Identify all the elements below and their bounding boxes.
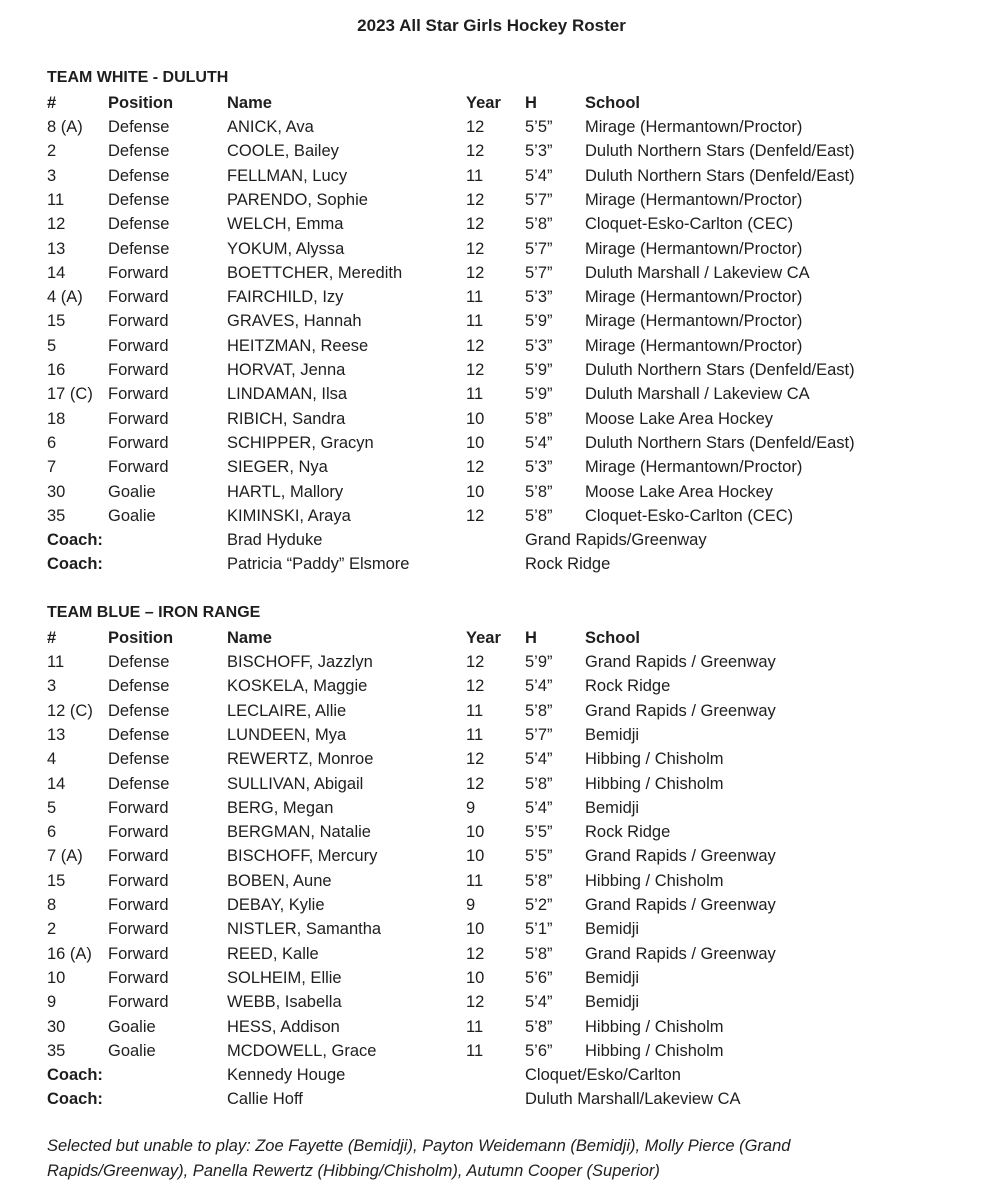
- player-name: KIMINSKI, Araya: [227, 506, 351, 525]
- player-height: 5’4”: [525, 166, 553, 185]
- player-number: 7: [47, 458, 57, 477]
- player-position: Defense: [108, 701, 170, 720]
- player-position: Defense: [108, 190, 170, 209]
- player-year: 9: [466, 896, 476, 914]
- player-name: FELLMAN, Lucy: [227, 166, 348, 185]
- player-school: Grand Rapids / Greenway: [585, 944, 776, 963]
- player-name: SOLHEIM, Ellie: [227, 968, 342, 987]
- player-number: 14: [47, 774, 66, 793]
- player-school: Grand Rapids / Greenway: [585, 653, 776, 671]
- player-number: 9: [47, 993, 57, 1012]
- player-height: 5’8”: [525, 944, 553, 963]
- player-height: 5’9”: [525, 653, 553, 671]
- player-name: BISCHOFF, Mercury: [227, 847, 378, 866]
- player-height: 5’4”: [525, 993, 553, 1012]
- player-number: 2: [47, 920, 57, 939]
- player-number: 11: [47, 190, 65, 209]
- coach-name: Patricia “Paddy” Elsmore: [227, 555, 410, 574]
- header-position: Position: [108, 629, 174, 647]
- player-row: [0, 796, 983, 820]
- player-row: [0, 309, 983, 333]
- player-row: [0, 285, 983, 309]
- player-position: Defense: [108, 653, 170, 671]
- player-name: FAIRCHILD, Izy: [227, 288, 344, 307]
- player-school: Bemidji: [585, 968, 640, 987]
- player-school: Mirage (Hermantown/Proctor): [585, 118, 803, 136]
- player-school: Duluth Northern Stars (Denfeld/East): [585, 166, 855, 185]
- player-row: [0, 893, 983, 917]
- player-school: Mirage (Hermantown/Proctor): [585, 239, 803, 258]
- player-row: [0, 261, 983, 285]
- player-year: 12: [466, 653, 485, 671]
- player-number: 17 (C): [47, 385, 93, 404]
- player-height: 5’9”: [525, 385, 553, 404]
- player-height: 5’3”: [525, 336, 553, 355]
- player-year: 10: [466, 482, 485, 501]
- player-height: 5’4”: [525, 750, 553, 769]
- player-height: 5’8”: [525, 409, 553, 428]
- player-position: Forward: [108, 920, 169, 939]
- player-number: 16: [47, 361, 66, 379]
- player-row: [0, 747, 983, 771]
- player-school: Grand Rapids / Greenway: [585, 847, 776, 866]
- player-height: 5’4”: [525, 677, 553, 696]
- player-height: 5’5”: [525, 847, 553, 866]
- player-row: [0, 966, 983, 990]
- player-name: RIBICH, Sandra: [227, 409, 346, 428]
- player-height: 5’7”: [525, 239, 553, 258]
- player-row: [0, 699, 983, 723]
- player-position: Forward: [108, 847, 169, 866]
- player-height: 5’3”: [525, 288, 553, 307]
- team-name: TEAM WHITE - DULUTH: [47, 69, 229, 86]
- header-year: Year: [466, 629, 501, 647]
- player-row: [0, 407, 983, 431]
- player-position: Defense: [108, 142, 170, 161]
- coach-row: [0, 552, 983, 576]
- player-name: LUNDEEN, Mya: [227, 725, 347, 744]
- player-school: Bemidji: [585, 920, 640, 939]
- header-height: H: [525, 94, 537, 112]
- player-row: [0, 115, 983, 139]
- player-number: 30: [47, 482, 66, 501]
- player-name: REED, Kalle: [227, 944, 319, 963]
- player-year: 12: [466, 458, 485, 477]
- player-school: Bemidji: [585, 725, 640, 744]
- player-school: Bemidji: [585, 993, 640, 1012]
- header-number: #: [47, 94, 57, 112]
- player-name: LINDAMAN, Ilsa: [227, 385, 348, 404]
- header-number: #: [47, 629, 57, 647]
- player-position: Goalie: [108, 1041, 156, 1060]
- player-year: 12: [466, 993, 485, 1012]
- player-year: 12: [466, 361, 485, 379]
- player-number: 6: [47, 433, 57, 452]
- player-name: WEBB, Isabella: [227, 993, 342, 1012]
- player-year: 10: [466, 823, 485, 842]
- header-name: Name: [227, 629, 272, 647]
- player-number: 11: [47, 653, 65, 671]
- player-row: [0, 1039, 983, 1063]
- player-name: HORVAT, Jenna: [227, 361, 346, 379]
- player-height: 5’8”: [525, 215, 553, 234]
- coach-name: Kennedy Houge: [227, 1066, 346, 1085]
- player-school: Mirage (Hermantown/Proctor): [585, 288, 803, 307]
- player-name: SCHIPPER, Gracyn: [227, 433, 374, 452]
- player-year: 10: [466, 968, 485, 987]
- player-number: 18: [47, 409, 66, 428]
- player-height: 5’8”: [525, 506, 553, 525]
- player-year: 12: [466, 336, 485, 355]
- player-name: BISCHOFF, Jazzlyn: [227, 653, 373, 671]
- player-position: Forward: [108, 336, 169, 355]
- player-name: YOKUM, Alyssa: [227, 239, 345, 258]
- player-row: [0, 164, 983, 188]
- player-height: 5’7”: [525, 725, 553, 744]
- player-school: Cloquet-Esko-Carlton (CEC): [585, 215, 794, 234]
- player-number: 30: [47, 1017, 66, 1036]
- player-row: [0, 480, 983, 504]
- player-school: Duluth Marshall / Lakeview CA: [585, 385, 810, 404]
- player-number: 5: [47, 336, 57, 355]
- player-row: [0, 990, 983, 1014]
- player-row: [0, 431, 983, 455]
- player-row: [0, 455, 983, 479]
- player-height: 5’1”: [525, 920, 553, 939]
- player-number: 35: [47, 1041, 66, 1060]
- player-height: 5’8”: [525, 701, 553, 720]
- player-school: Hibbing / Chisholm: [585, 1041, 724, 1060]
- player-school: Duluth Marshall / Lakeview CA: [585, 263, 810, 282]
- player-number: 13: [47, 239, 66, 258]
- player-position: Forward: [108, 944, 169, 963]
- player-row: [0, 139, 983, 163]
- player-name: LECLAIRE, Allie: [227, 701, 347, 720]
- player-height: 5’6”: [525, 1041, 553, 1060]
- header-year: Year: [466, 94, 501, 112]
- player-number: 10: [47, 968, 66, 987]
- player-year: 10: [466, 847, 485, 866]
- player-name: NISTLER, Samantha: [227, 920, 382, 939]
- player-row: [0, 942, 983, 966]
- player-year: 12: [466, 944, 485, 963]
- player-position: Forward: [108, 798, 169, 817]
- player-position: Forward: [108, 433, 169, 452]
- player-school: Moose Lake Area Hockey: [585, 409, 774, 428]
- player-number: 4 (A): [47, 288, 83, 307]
- player-number: 5: [47, 798, 57, 817]
- player-height: 5’2”: [525, 896, 553, 914]
- player-position: Defense: [108, 750, 170, 769]
- coach-school: Duluth Marshall/Lakeview CA: [525, 1090, 741, 1109]
- player-position: Forward: [108, 288, 169, 307]
- player-name: MCDOWELL, Grace: [227, 1041, 377, 1060]
- player-position: Defense: [108, 166, 170, 185]
- header-school: School: [585, 94, 641, 112]
- player-height: 5’5”: [525, 823, 553, 842]
- player-position: Defense: [108, 677, 170, 696]
- player-row: [0, 772, 983, 796]
- player-position: Forward: [108, 458, 169, 477]
- player-number: 6: [47, 823, 57, 842]
- player-height: 5’4”: [525, 433, 553, 452]
- player-school: Hibbing / Chisholm: [585, 774, 724, 793]
- player-year: 12: [466, 239, 485, 258]
- player-height: 5’8”: [525, 871, 553, 890]
- player-name: BOETTCHER, Meredith: [227, 263, 403, 282]
- player-name: HEITZMAN, Reese: [227, 336, 369, 355]
- coach-row: [0, 528, 983, 552]
- player-year: 12: [466, 506, 485, 525]
- player-height: 5’8”: [525, 1017, 553, 1036]
- player-row: [0, 504, 983, 528]
- coach-row: [0, 1063, 983, 1087]
- player-name: SULLIVAN, Abigail: [227, 774, 364, 793]
- player-position: Defense: [108, 215, 170, 234]
- player-school: Grand Rapids / Greenway: [585, 701, 776, 720]
- player-height: 5’9”: [525, 361, 553, 379]
- header-name: Name: [227, 94, 272, 112]
- column-header-row: [0, 626, 983, 650]
- player-height: 5’3”: [525, 458, 553, 477]
- player-row: [0, 723, 983, 747]
- player-row: [0, 382, 983, 406]
- player-position: Forward: [108, 993, 169, 1012]
- player-year: 12: [466, 677, 485, 696]
- player-name: KOSKELA, Maggie: [227, 677, 368, 696]
- player-year: 12: [466, 774, 485, 793]
- player-number: 3: [47, 677, 57, 696]
- player-year: 11: [466, 288, 484, 307]
- player-year: 11: [466, 1017, 484, 1036]
- player-position: Defense: [108, 774, 170, 793]
- player-position: Forward: [108, 896, 169, 914]
- player-position: Defense: [108, 239, 170, 258]
- player-year: 10: [466, 409, 485, 428]
- player-school: Rock Ridge: [585, 677, 671, 696]
- coach-school: Grand Rapids/Greenway: [525, 531, 707, 550]
- player-year: 12: [466, 142, 485, 161]
- player-row: [0, 188, 983, 212]
- player-year: 12: [466, 118, 485, 136]
- player-name: GRAVES, Hannah: [227, 312, 362, 331]
- player-school: Moose Lake Area Hockey: [585, 482, 774, 501]
- player-position: Forward: [108, 361, 169, 379]
- player-number: 2: [47, 142, 57, 161]
- player-year: 12: [466, 263, 485, 282]
- player-number: 3: [47, 166, 57, 185]
- player-position: Forward: [108, 823, 169, 842]
- player-row: [0, 358, 983, 382]
- coach-label: Coach:: [47, 1066, 103, 1085]
- player-year: 10: [466, 433, 485, 452]
- player-row: [0, 820, 983, 844]
- player-height: 5’8”: [525, 482, 553, 501]
- player-row: [0, 674, 983, 698]
- player-school: Duluth Northern Stars (Denfeld/East): [585, 433, 855, 452]
- player-position: Forward: [108, 263, 169, 282]
- player-school: Duluth Northern Stars (Denfeld/East): [585, 361, 855, 379]
- coach-name: Brad Hyduke: [227, 531, 323, 550]
- coach-row: [0, 1087, 983, 1111]
- coach-label: Coach:: [47, 1090, 103, 1109]
- player-year: 11: [466, 871, 484, 890]
- player-number: 13: [47, 725, 66, 744]
- player-row: [0, 869, 983, 893]
- player-row: [0, 237, 983, 261]
- player-row: [0, 917, 983, 941]
- page-title: 2023 All Star Girls Hockey Roster: [357, 16, 626, 35]
- player-year: 12: [466, 190, 485, 209]
- player-name: ANICK, Ava: [227, 118, 314, 136]
- player-row: [0, 334, 983, 358]
- player-year: 11: [466, 725, 484, 744]
- player-height: 5’7”: [525, 263, 553, 282]
- player-height: 5’7”: [525, 190, 553, 209]
- player-height: 5’9”: [525, 312, 553, 331]
- player-school: Mirage (Hermantown/Proctor): [585, 312, 803, 331]
- player-position: Goalie: [108, 1017, 156, 1036]
- player-year: 11: [466, 312, 484, 331]
- player-height: 5’6”: [525, 968, 553, 987]
- player-name: BOBEN, Aune: [227, 871, 332, 890]
- player-year: 9: [466, 798, 476, 817]
- player-name: HARTL, Mallory: [227, 482, 344, 501]
- player-year: 11: [466, 166, 484, 185]
- player-number: 12: [47, 215, 66, 234]
- player-position: Forward: [108, 871, 169, 890]
- player-height: 5’4”: [525, 798, 553, 817]
- player-position: Defense: [108, 118, 170, 136]
- player-school: Hibbing / Chisholm: [585, 1017, 724, 1036]
- header-school: School: [585, 629, 641, 647]
- player-position: Forward: [108, 385, 169, 404]
- player-school: Bemidji: [585, 798, 640, 817]
- player-name: BERGMAN, Natalie: [227, 823, 371, 842]
- player-year: 10: [466, 920, 485, 939]
- player-position: Forward: [108, 968, 169, 987]
- coach-label: Coach:: [47, 555, 103, 574]
- player-row: [0, 650, 983, 674]
- player-school: Rock Ridge: [585, 823, 671, 842]
- player-height: 5’5”: [525, 118, 553, 136]
- player-number: 12 (C): [47, 701, 93, 720]
- player-row: [0, 1015, 983, 1039]
- player-name: WELCH, Emma: [227, 215, 344, 234]
- player-name: REWERTZ, Monroe: [227, 750, 374, 769]
- coach-school: Rock Ridge: [525, 555, 611, 574]
- unavailable-players-note: Selected but unable to play: Zoe Fayette (Bemidji), Payton Weidemann (Bemidji), Molly Pierce (Grand Rapids/Greenway), Panella Rewertz (Hibbing/Chisholm), Autumn Cooper (Superior): [47, 1137, 791, 1180]
- player-school: Mirage (Hermantown/Proctor): [585, 458, 803, 477]
- player-number: 4: [47, 750, 57, 769]
- player-position: Forward: [108, 312, 169, 331]
- player-number: 8: [47, 896, 57, 914]
- player-name: PARENDO, Sophie: [227, 190, 368, 209]
- player-name: SIEGER, Nya: [227, 458, 328, 477]
- player-school: Duluth Northern Stars (Denfeld/East): [585, 142, 855, 161]
- coach-school: Cloquet/Esko/Carlton: [525, 1066, 681, 1085]
- header-position: Position: [108, 94, 174, 112]
- player-number: 8 (A): [47, 118, 83, 136]
- header-height: H: [525, 629, 537, 647]
- player-school: Cloquet-Esko-Carlton (CEC): [585, 506, 794, 525]
- player-position: Forward: [108, 409, 169, 428]
- player-year: 12: [466, 215, 485, 234]
- player-number: 16 (A): [47, 944, 92, 963]
- player-height: 5’3”: [525, 142, 553, 161]
- column-header-row: [0, 91, 983, 115]
- player-number: 15: [47, 312, 66, 331]
- player-position: Defense: [108, 725, 170, 744]
- player-year: 11: [466, 701, 484, 720]
- player-row: [0, 212, 983, 236]
- player-height: 5’8”: [525, 774, 553, 793]
- player-school: Grand Rapids / Greenway: [585, 896, 776, 914]
- player-school: Hibbing / Chisholm: [585, 750, 724, 769]
- player-year: 11: [466, 385, 484, 404]
- team-name: TEAM BLUE – IRON RANGE: [47, 604, 261, 621]
- player-school: Mirage (Hermantown/Proctor): [585, 336, 803, 355]
- player-year: 11: [466, 1041, 484, 1060]
- player-name: HESS, Addison: [227, 1017, 340, 1036]
- player-number: 7 (A): [47, 847, 83, 866]
- player-school: Hibbing / Chisholm: [585, 871, 724, 890]
- player-position: Goalie: [108, 506, 156, 525]
- player-school: Mirage (Hermantown/Proctor): [585, 190, 803, 209]
- player-name: COOLE, Bailey: [227, 142, 339, 161]
- player-number: 15: [47, 871, 66, 890]
- coach-name: Callie Hoff: [227, 1090, 303, 1109]
- player-number: 14: [47, 263, 66, 282]
- player-row: [0, 844, 983, 868]
- player-name: BERG, Megan: [227, 798, 334, 817]
- coach-label: Coach:: [47, 531, 103, 550]
- player-year: 12: [466, 750, 485, 769]
- player-name: DEBAY, Kylie: [227, 896, 325, 914]
- player-number: 35: [47, 506, 66, 525]
- player-position: Goalie: [108, 482, 156, 501]
